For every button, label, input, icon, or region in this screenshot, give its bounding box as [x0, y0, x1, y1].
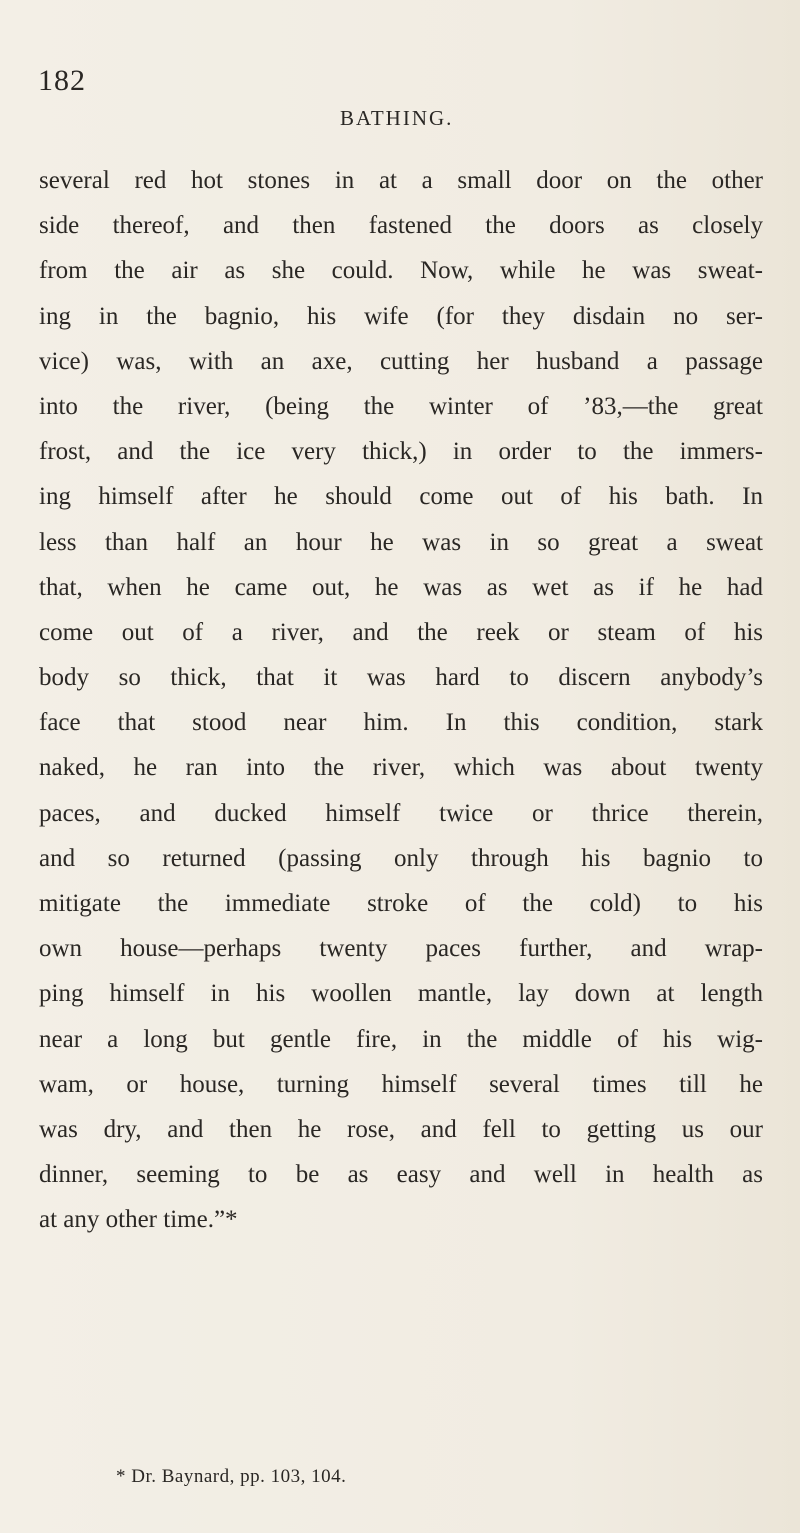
text-line: vice) was, with an axe, cutting her husband a passage [39, 347, 763, 375]
text-line: frost, and the ice very thick,) in order to the immers- [39, 438, 763, 466]
text-line: at any other time.”* [39, 1206, 238, 1234]
body-text [39, 158, 763, 1243]
text-line: near a long but gentle fire, in the middle of his wig- [39, 1025, 763, 1053]
text-line: paces, and ducked himself twice or thrice therein, [39, 799, 763, 827]
text-line: body so thick, that it was hard to discern anybody’s [39, 664, 763, 692]
text-line: side thereof, and then fastened the doors as closely [39, 212, 763, 240]
text-line: mitigate the immediate stroke of the cold) to his [39, 890, 763, 917]
text-line: ing in the bagnio, his wife (for they disdain no ser- [39, 302, 763, 330]
text-line: own house—perhaps twenty paces further, and wrap- [39, 935, 763, 963]
text-line: less than half an hour he was in so great a sweat [39, 528, 763, 556]
text-line: several red hot stones in at a small door on the other [39, 167, 763, 194]
text-line: ing himself after he should come out of his bath. In [39, 483, 763, 511]
text-line: face that stood near him. In this condition, stark [39, 709, 763, 737]
running-head: BATHING. [340, 106, 454, 130]
text-line: naked, he ran into the river, which was about twenty [39, 754, 763, 782]
text-line: come out of a river, and the reek or steam of his [39, 618, 763, 646]
text-line: was dry, and then he rose, and fell to getting us our [39, 1115, 763, 1143]
page-number: 182 [38, 64, 86, 97]
text-line: dinner, seeming to be as easy and well in health as [39, 1161, 763, 1189]
text-line: into the river, (being the winter of ’83,—the great [39, 392, 763, 420]
text-line: that, when he came out, he was as wet as if he had [39, 573, 763, 601]
text-line: and so returned (passing only through his bagnio to [39, 844, 763, 872]
text-line: ping himself in his woollen mantle, lay down at length [39, 980, 763, 1008]
text-line: wam, or house, turning himself several times till he [39, 1070, 763, 1098]
footnote: * Dr. Baynard, pp. 103, 104. [116, 1466, 347, 1487]
text-line: from the air as she could. Now, while he was sweat- [39, 257, 763, 285]
